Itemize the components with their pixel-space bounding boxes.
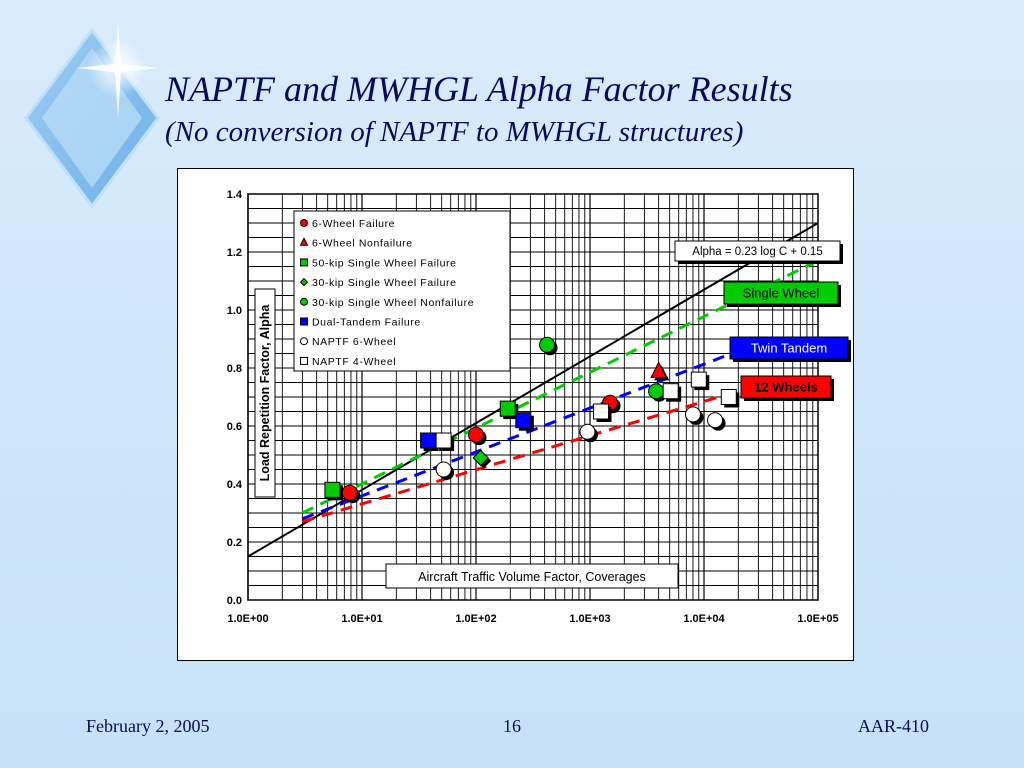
legend-label: 6-Wheel Nonfailure bbox=[312, 237, 413, 250]
annotation-label bbox=[675, 241, 843, 264]
legend-label: 6-Wheel Failure bbox=[312, 218, 396, 230]
legend-marker bbox=[301, 220, 308, 227]
y-tick-label: 0.6 bbox=[226, 421, 242, 433]
marker-shape bbox=[436, 433, 451, 448]
marker-shape bbox=[469, 427, 484, 442]
marker-shape bbox=[301, 298, 308, 305]
legend-label: 30-kip Single Wheel Nonfailure bbox=[312, 296, 475, 309]
data-point bbox=[516, 413, 534, 431]
marker-shape bbox=[516, 413, 531, 428]
data-point bbox=[325, 482, 343, 500]
legend-label: 50-kip Single Wheel Failure bbox=[312, 257, 457, 270]
marker-shape bbox=[500, 401, 515, 416]
data-point bbox=[721, 390, 739, 408]
footer-date: February 2, 2005 bbox=[86, 716, 210, 736]
legend-label: 30-kip Single Wheel Failure bbox=[312, 277, 457, 290]
data-point bbox=[663, 384, 681, 402]
marker-shape bbox=[421, 433, 436, 448]
x-tick-label: 1.0E+01 bbox=[341, 613, 383, 625]
footer-org: AAR-410 bbox=[858, 716, 929, 736]
legend-label: NAPTF 6-Wheel bbox=[312, 336, 397, 349]
annotation-text: Alpha = 0.23 log C + 0.15 bbox=[692, 246, 823, 259]
legend-label: Dual-Tandem Failure bbox=[312, 316, 421, 329]
marker-shape bbox=[721, 390, 736, 405]
marker-shape bbox=[663, 384, 678, 399]
legend-marker bbox=[301, 318, 308, 325]
diamond-logo bbox=[0, 0, 170, 220]
y-tick-label: 0.2 bbox=[226, 537, 242, 549]
legend bbox=[294, 211, 510, 371]
annotation-text: 12 Wheels bbox=[754, 379, 818, 395]
legend-marker bbox=[301, 259, 308, 266]
x-tick-label: 1.0E+02 bbox=[455, 613, 497, 625]
y-tick-label: 1.0 bbox=[226, 305, 242, 317]
y-tick-label: 1.2 bbox=[226, 247, 242, 259]
marker-shape bbox=[708, 413, 723, 428]
marker-shape bbox=[580, 424, 595, 439]
y-tick-label: 0.4 bbox=[226, 479, 242, 491]
x-tick-label: 1.0E+04 bbox=[683, 613, 725, 625]
legend-marker bbox=[301, 338, 308, 345]
slide-subtitle: (No conversion of NAPTF to MWHGL structures) bbox=[165, 116, 744, 148]
x-axis-title-text: Aircraft Traffic Volume Factor, Coverages bbox=[418, 570, 646, 584]
marker-shape bbox=[325, 482, 340, 497]
y-axis-title-text: Load Repetition Factor, Alpha bbox=[258, 304, 272, 482]
y-tick-label: 0.8 bbox=[226, 363, 242, 375]
marker-shape bbox=[301, 357, 308, 364]
marker-shape bbox=[594, 404, 609, 419]
annotation-label bbox=[730, 337, 851, 362]
x-tick-label: 1.0E+03 bbox=[569, 613, 611, 625]
marker-shape bbox=[649, 384, 664, 399]
marker-shape bbox=[342, 485, 357, 500]
y-tick-label: 0.0 bbox=[226, 595, 242, 607]
x-axis-title bbox=[386, 564, 678, 588]
chart-frame bbox=[177, 168, 854, 661]
marker-shape bbox=[436, 462, 451, 477]
x-tick-label: 1.0E+05 bbox=[797, 613, 839, 625]
data-point bbox=[594, 404, 612, 422]
alpha-factor-chart bbox=[178, 169, 855, 662]
annotation-label bbox=[724, 282, 841, 307]
marker-shape bbox=[540, 337, 555, 352]
annotation-label bbox=[741, 376, 834, 401]
marker-shape bbox=[301, 220, 308, 227]
data-point bbox=[436, 433, 454, 451]
y-axis-title bbox=[255, 289, 275, 497]
marker-shape bbox=[301, 318, 308, 325]
legend-marker bbox=[301, 298, 308, 305]
legend-label: NAPTF 4-Wheel bbox=[312, 355, 397, 368]
marker-shape bbox=[691, 372, 706, 387]
marker-shape bbox=[301, 338, 308, 345]
marker-shape bbox=[301, 259, 308, 266]
annotation-text: Single Wheel bbox=[742, 285, 820, 301]
legend-marker bbox=[301, 357, 308, 364]
marker-shape bbox=[685, 407, 700, 422]
annotation-text: Twin Tandem bbox=[750, 340, 828, 356]
slide-title: NAPTF and MWHGL Alpha Factor Results bbox=[165, 69, 793, 109]
y-tick-label: 1.4 bbox=[226, 189, 242, 201]
footer-page-number: 16 bbox=[503, 716, 521, 736]
data-point bbox=[691, 372, 709, 390]
x-tick-label: 1.0E+00 bbox=[227, 613, 269, 625]
